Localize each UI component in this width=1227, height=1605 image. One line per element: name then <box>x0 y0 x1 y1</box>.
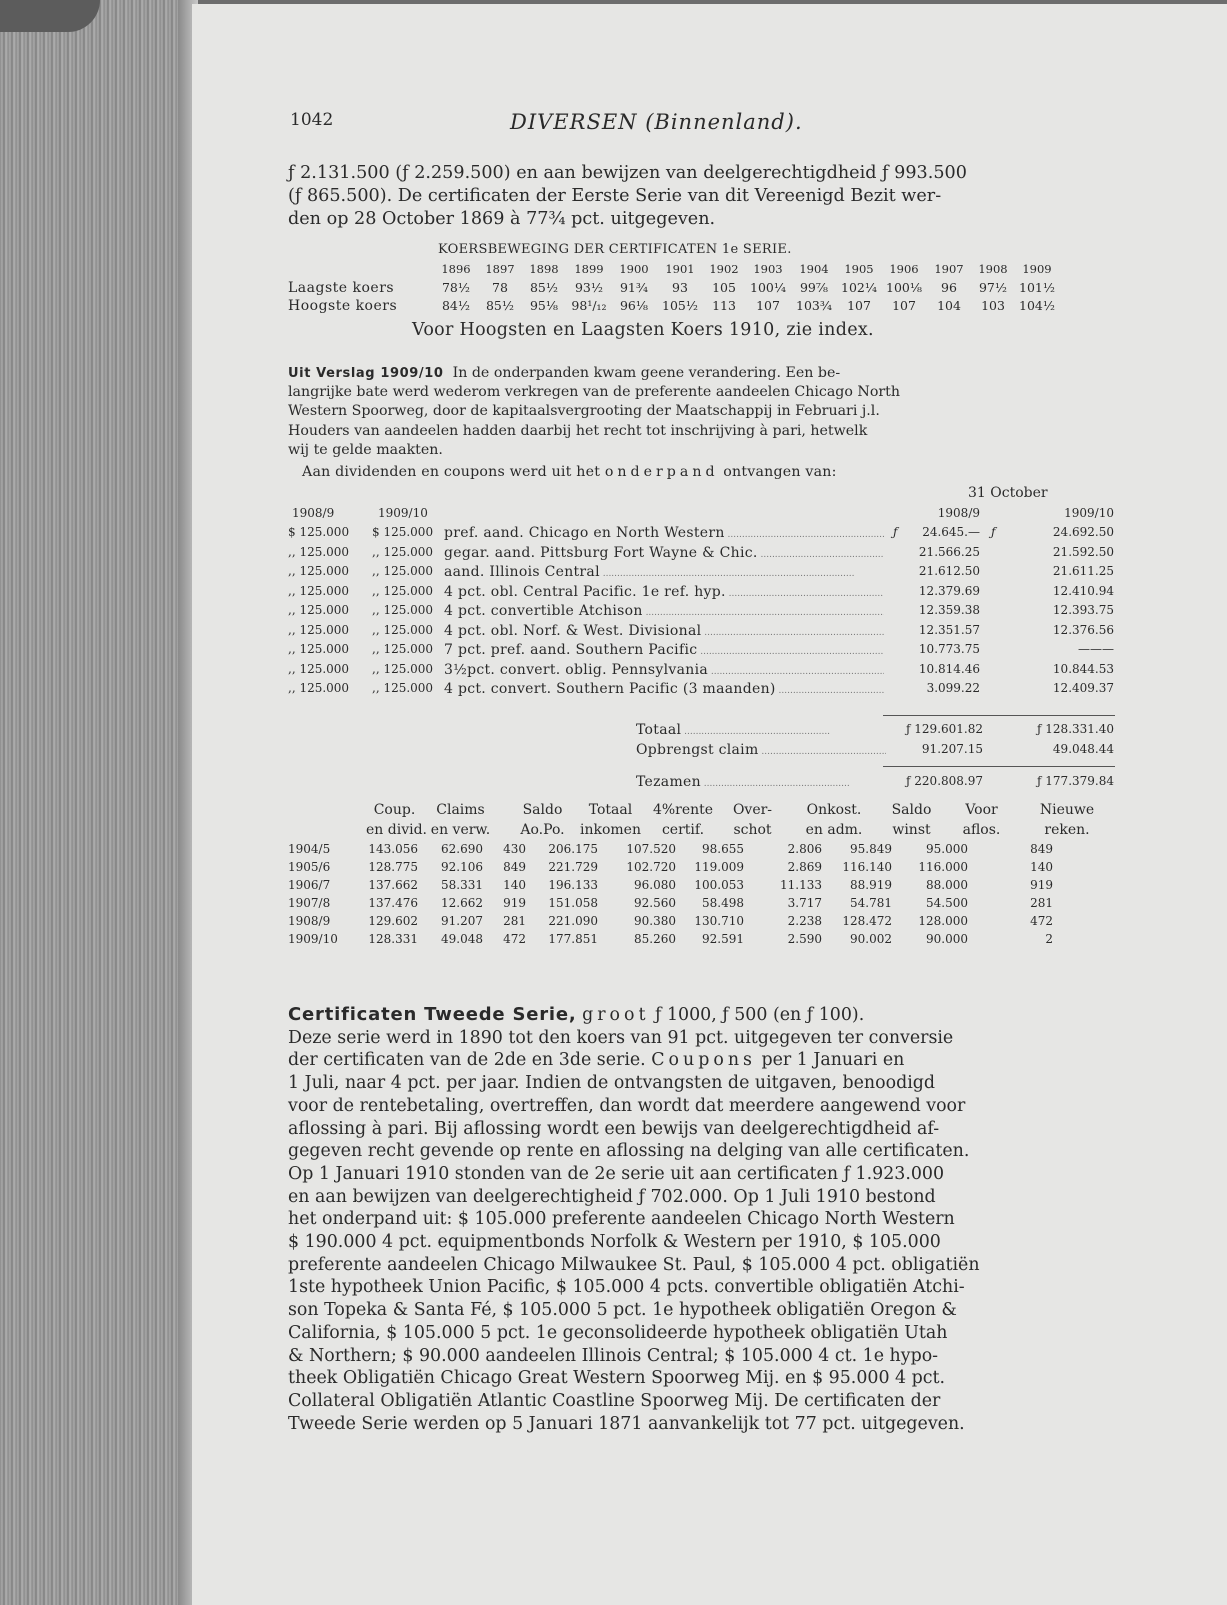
security-description: gegar. aand. Pittsburg Fort Wayne & Chic. ..... <box>444 545 884 561</box>
column-header: en adm. <box>805 822 863 838</box>
amount-1908: 10.814.46 <box>918 661 980 676</box>
nominal-1909: ,, 125.000 <box>372 544 434 559</box>
text-line: In de onderpanden kwam geene verandering. Een be- <box>452 365 841 381</box>
amount-1908: 12.379.69 <box>918 583 980 598</box>
table-row <box>288 662 1118 682</box>
koers-value: 93½ <box>574 280 604 295</box>
column-header: Saldo <box>891 802 932 818</box>
stat-value: 92.591 <box>702 932 744 946</box>
koers-value: 107 <box>756 298 780 313</box>
stat-value: 95.000 <box>926 842 968 856</box>
year-header: 1897 <box>485 262 515 276</box>
column-header: en divid. <box>366 822 427 838</box>
table-row <box>288 525 1118 545</box>
column-header: Saldo <box>522 802 563 818</box>
book-page <box>192 4 1227 1605</box>
column-header: inkomen <box>580 822 641 838</box>
totaal-row <box>288 722 1118 742</box>
stat-value: 129.602 <box>368 914 418 928</box>
table-row <box>288 878 1118 896</box>
column-header: en verw. <box>430 822 491 838</box>
table-row <box>288 584 1118 604</box>
year-header: 1898 <box>529 262 559 276</box>
text-line: en aan bewijzen van deelgerechtigheid ƒ 702.000. Op 1 Juli 1910 bestond <box>288 1186 936 1207</box>
column-header: Nieuwe <box>1039 802 1095 818</box>
year-header: 1900 <box>619 262 649 276</box>
amount-1908: 12.359.38 <box>918 603 980 617</box>
year-label: 1907/8 <box>288 896 331 910</box>
year-header: 1907 <box>934 262 964 276</box>
text-line: langrijke bate werd wederom verkregen van de preferente aandeelen Chicago North <box>288 384 900 401</box>
table-row <box>288 623 1118 643</box>
nominal-1908: ,, 125.000 <box>288 681 350 695</box>
stat-value: 95.849 <box>850 842 892 856</box>
stat-value: 472 <box>1030 914 1053 928</box>
koers-value: 104½ <box>1019 298 1055 313</box>
koers-value: 102¼ <box>841 280 877 295</box>
stat-value: 177.851 <box>548 932 598 946</box>
stat-value: 54.781 <box>850 896 892 910</box>
stat-value: 54.500 <box>926 896 968 910</box>
text-line: het onderpand uit: $ 105.000 preferente aandeelen Chicago North Western <box>288 1209 955 1230</box>
amount-1909: ——— <box>1078 642 1114 656</box>
year-header: 1905 <box>844 262 874 276</box>
security-description: 3½pct. convert. oblig. Pennsylvania ..... <box>444 662 884 678</box>
text-line: Western Spoorweg, door de kapitaalsvergrooting der Maatschappij in Februari j.l. <box>288 403 880 420</box>
year-header: 1908 <box>978 262 1008 276</box>
year-header: 1901 <box>665 262 695 276</box>
security-description: pref. aand. Chicago en North Western ..... <box>444 525 884 541</box>
koers-value: 107 <box>847 298 871 313</box>
nominal-1909: ,, 125.000 <box>372 583 434 598</box>
claim-row <box>288 742 1118 762</box>
verslag-label: Uit Verslag 1909/10 <box>288 366 444 381</box>
amount-1909: 12.376.56 <box>1052 622 1114 637</box>
nominal-1909: ,, 125.000 <box>372 564 434 578</box>
stat-value: 151.058 <box>548 896 598 910</box>
stat-value: 221.090 <box>548 914 598 928</box>
koers-value: 105 <box>712 280 736 295</box>
text-line: theek Obligatiën Chicago Great Western Spoorweg Mij. en $ 95.000 4 pct. <box>288 1368 946 1389</box>
stat-value: 119.009 <box>694 860 744 874</box>
row-label: Tezamen ..... <box>636 774 886 790</box>
text-line: $ 190.000 4 pct. equipmentbonds Norfolk & Western per 1910, $ 105.000 <box>288 1232 941 1253</box>
text-line: son Topeka & Santa Fé, $ 105.000 5 pct. 1e hypotheek obligatiën Oregon & <box>288 1300 957 1321</box>
text-line: preferente aandeelen Chicago Milwaukee St. Paul, $ 105.000 4 pct. obligatiën <box>288 1254 980 1275</box>
amount: ƒ 220.808.97 <box>906 774 983 788</box>
nominal-1909: ,, 125.000 <box>372 603 434 617</box>
year-header: 1896 <box>441 262 471 276</box>
text-fragment: Aan dividenden en coupons werd uit het <box>302 464 601 480</box>
stat-value: 137.476 <box>368 896 418 910</box>
row-label: Totaal ..... <box>636 722 886 738</box>
column-header: winst <box>892 822 931 838</box>
stat-value: 96.080 <box>634 878 676 892</box>
amount: ƒ 128.331.40 <box>1037 722 1114 736</box>
stat-value: 90.380 <box>634 914 676 928</box>
amount: ƒ 129.601.82 <box>906 722 983 736</box>
text-line: gegeven recht gevende op rente en aflossing na delging van alle certificaten. <box>288 1141 970 1162</box>
stat-value: 281 <box>1030 896 1053 910</box>
nominal-1908: ,, 125.000 <box>288 544 350 559</box>
amount: 91.207.15 <box>921 742 983 756</box>
tweede-serie-heading: Certificaten Tweede Serie, <box>288 1004 577 1025</box>
stat-value: 221.729 <box>548 860 598 874</box>
column-header: 1909/10 <box>1064 506 1114 520</box>
column-header: Totaal <box>588 802 633 818</box>
text-line: Houders van aandeelen hadden daarbij het recht tot inschrijving à pari, hetwelk <box>288 422 868 439</box>
table-header-row <box>288 506 1118 526</box>
security-description: aand. Illinois Central ..... <box>444 564 884 580</box>
nominal-1908: ,, 125.000 <box>288 622 350 637</box>
spaced-emphasis: onderpand <box>604 464 719 480</box>
year-label: 1908/9 <box>288 914 331 928</box>
nominal-1908: ,, 125.000 <box>288 583 350 598</box>
text-line: ƒ 2.131.500 (ƒ 2.259.500) en aan bewijzen van deelgerechtigdheid ƒ 993.500 <box>288 163 967 183</box>
nominal-1909: ,, 125.000 <box>372 661 434 676</box>
running-head <box>288 108 1118 138</box>
tweede-serie-paragraph <box>288 1004 1113 1435</box>
text-line: den op 28 October 1869 à 77¾ pct. uitgegeven. <box>288 209 716 229</box>
text-fragment: ontvangen van: <box>723 464 837 480</box>
column-header: 1908/9 <box>292 506 335 520</box>
amount-1908: 21.612.50 <box>918 564 980 578</box>
amount-1908: 10.773.75 <box>918 642 980 656</box>
table-row <box>288 932 1118 950</box>
amount-1909: 12.409.37 <box>1052 681 1114 695</box>
column-header: 1908/9 <box>937 506 980 520</box>
nominal-1909: $ 125.000 <box>372 525 434 539</box>
year-header: 1906 <box>889 262 919 276</box>
table-row <box>288 681 1118 701</box>
year-header: 1909 <box>1022 262 1052 276</box>
koers-value: 85½ <box>485 298 515 313</box>
stat-value: 849 <box>503 860 526 874</box>
stat-value: 196.133 <box>548 878 598 892</box>
text-line: 1 Juli, naar 4 pct. per jaar. Indien de ontvangsten de uitgaven, benoodigd <box>288 1073 936 1094</box>
text-line: voor de rentebetaling, overtreffen, dan wordt dat meerdere aangewend voor <box>288 1095 966 1116</box>
text-line: wij te gelde maakten. <box>288 441 443 458</box>
dividenden-intro <box>302 464 837 480</box>
text-line: (ƒ 865.500). De certificaten der Eerste Serie van dit Vereenigd Bezit wer- <box>288 186 942 206</box>
stat-value: 472 <box>503 932 526 946</box>
year-header: 1899 <box>574 262 604 276</box>
stat-value: 91.207 <box>441 914 483 928</box>
nominal-1908: ,, 125.000 <box>288 603 350 617</box>
table-row <box>288 842 1118 860</box>
stat-value: 88.919 <box>850 878 892 892</box>
text-line: Collateral Obligatiën Atlantic Coastline Spoorweg Mij. De certificaten der <box>288 1390 941 1411</box>
koers-note: Voor Hoogsten en Laagsten Koers 1910, zie index. <box>412 320 874 340</box>
year-header: 1902 <box>709 262 739 276</box>
column-header: Onkost. <box>806 802 862 818</box>
stat-value: 140 <box>503 878 526 892</box>
florin-sign: ƒ <box>991 525 996 539</box>
stat-value: 100.053 <box>694 878 744 892</box>
column-header: reken. <box>1044 822 1090 838</box>
stat-value: 128.331 <box>368 932 418 946</box>
koers-value: 107 <box>892 298 916 313</box>
koers-value: 113 <box>712 298 736 313</box>
year-label: 1904/5 <box>288 842 331 856</box>
column-header: 1909/10 <box>378 506 428 520</box>
stat-value: 2 <box>1045 932 1053 946</box>
text-line: Op 1 Januari 1910 stonden van de 2e serie uit aan certificaten ƒ 1.923.000 <box>288 1163 945 1184</box>
total-rule <box>883 766 1115 767</box>
amount-1908: 3.099.22 <box>926 681 980 695</box>
stat-value: 140 <box>1030 860 1053 874</box>
period-label: 31 October <box>968 485 1048 501</box>
row-label: Opbrengst claim ..... <box>636 742 886 758</box>
koers-table-title: KOERSBEWEGING DER CERTIFICATEN 1e SERIE. <box>438 242 792 257</box>
amount-1909: 10.844.53 <box>1052 661 1114 676</box>
koers-value: 91¾ <box>619 280 649 295</box>
stat-value: 92.560 <box>634 896 676 910</box>
nominal-1909: ,, 125.000 <box>372 642 434 656</box>
section-title: DIVERSEN (Binnenland). <box>510 110 803 134</box>
koers-value: 96⅛ <box>619 298 649 313</box>
nominal-1909: ,, 125.000 <box>372 622 434 637</box>
stats-header-row <box>288 822 1118 842</box>
koers-value: 103¾ <box>796 298 832 313</box>
book-page-edges <box>0 0 190 1605</box>
stat-value: 58.331 <box>441 878 483 892</box>
stat-value: 849 <box>1030 842 1053 856</box>
stat-value: 919 <box>503 896 526 910</box>
table-row <box>288 642 1118 662</box>
column-header: Coup. <box>373 802 416 818</box>
text-fragment: ƒ 1000, ƒ 500 (en ƒ 100). <box>655 1005 865 1025</box>
stat-value: 116.140 <box>842 860 892 874</box>
amount-1908: 21.566.25 <box>918 544 980 559</box>
column-header: Over- <box>732 802 773 818</box>
koers-value: 104 <box>937 298 961 313</box>
security-description: 4 pct. obl. Norf. & West. Divisional ..... <box>444 623 884 639</box>
text-fragment: per 1 Januari en <box>761 1050 905 1071</box>
stat-value: 49.048 <box>441 932 483 946</box>
column-header: schot <box>733 822 772 838</box>
stats-header-row <box>288 802 1118 822</box>
column-header: certif. <box>661 822 705 838</box>
stat-value: 98.655 <box>702 842 744 856</box>
stat-value: 430 <box>503 842 526 856</box>
stat-value: 90.000 <box>926 932 968 946</box>
koers-value: 100⅛ <box>886 280 922 295</box>
nominal-1908: $ 125.000 <box>288 525 350 539</box>
stat-value: 58.498 <box>702 896 744 910</box>
koers-value: 99⅞ <box>799 280 829 295</box>
column-header: Ao.Po. <box>520 822 565 838</box>
koers-value: 78½ <box>441 280 471 295</box>
amount: ƒ 177.379.84 <box>1037 774 1114 788</box>
year-label: 1905/6 <box>288 860 331 874</box>
spaced-emphasis: Coupons <box>651 1050 756 1071</box>
stat-value: 85.260 <box>634 932 676 946</box>
stat-value: 281 <box>503 914 526 928</box>
year-header: 1904 <box>799 262 829 276</box>
column-header: Voor <box>965 802 998 818</box>
amount-1909: 24.692.50 <box>1052 525 1114 539</box>
text-fragment: der certificaten van de 2de en 3de serie. <box>288 1050 646 1071</box>
text-line: Deze serie werd in 1890 tot den koers van 91 pct. uitgegeven ter conversie <box>288 1027 954 1048</box>
text-line: Tweede Serie werden op 5 Januari 1871 aanvankelijk tot 77 pct. uitgegeven. <box>288 1413 965 1434</box>
text-line: aflossing à pari. Bij aflossing wordt een bewijs van deelgerechtigdheid af- <box>288 1118 940 1139</box>
stat-value: 206.175 <box>548 842 598 856</box>
column-header: Claims <box>436 802 485 818</box>
stat-value: 2.806 <box>787 842 822 856</box>
stat-value: 143.056 <box>368 842 418 856</box>
stat-value: 62.690 <box>441 842 483 856</box>
stat-value: 12.662 <box>441 896 483 910</box>
koers-value: 103 <box>981 298 1005 313</box>
amount-1908: 12.351.57 <box>918 622 980 637</box>
row-label: Hoogste koers <box>288 298 398 314</box>
total-rule <box>883 715 1115 716</box>
security-description: 4 pct. obl. Central Pacific. 1e ref. hyp. ..... <box>444 584 884 600</box>
year-label: 1906/7 <box>288 878 331 892</box>
security-description: 4 pct. convert. Southern Pacific (3 maanden) ..... <box>444 681 884 697</box>
amount-1909: 21.592.50 <box>1052 544 1114 559</box>
column-header: aflos. <box>962 822 1001 838</box>
stat-value: 2.590 <box>787 932 822 946</box>
security-description: 4 pct. convertible Atchison ..... <box>444 603 884 619</box>
amount-1909: 12.410.94 <box>1052 583 1114 598</box>
security-description: 7 pct. pref. aand. Southern Pacific ..... <box>444 642 884 658</box>
koers-value: 93 <box>672 280 688 295</box>
intro-paragraph <box>288 162 1113 231</box>
koers-value: 96 <box>941 280 957 295</box>
stat-value: 90.002 <box>850 932 892 946</box>
stat-value: 919 <box>1030 878 1053 892</box>
stat-value: 2.238 <box>787 914 822 928</box>
stat-value: 128.472 <box>842 914 892 928</box>
stat-value: 130.710 <box>694 914 744 928</box>
spaced-emphasis: groot <box>582 1005 650 1025</box>
year-label: 1909/10 <box>288 932 338 946</box>
nominal-1908: ,, 125.000 <box>288 564 350 578</box>
amount-1908: 24.645.— <box>922 525 980 539</box>
koers-value: 84½ <box>441 298 471 313</box>
table-row <box>288 914 1118 932</box>
table-row <box>288 860 1118 878</box>
stat-value: 116.000 <box>918 860 968 874</box>
stat-value: 107.520 <box>626 842 676 856</box>
amount-1909: 12.393.75 <box>1052 603 1114 617</box>
amount: 49.048.44 <box>1052 742 1114 756</box>
koers-value: 98¹/₁₂ <box>571 298 607 313</box>
stat-value: 128.775 <box>368 860 418 874</box>
page-number: 1042 <box>290 110 334 130</box>
stat-value: 92.106 <box>441 860 483 874</box>
stat-value: 3.717 <box>787 896 822 910</box>
stat-value: 102.720 <box>626 860 676 874</box>
table-row <box>288 564 1118 584</box>
koers-value: 97½ <box>978 280 1008 295</box>
koers-value: 101½ <box>1019 280 1055 295</box>
verslag-paragraph <box>288 364 1113 460</box>
nominal-1909: ,, 125.000 <box>372 681 434 695</box>
amount-1909: 21.611.25 <box>1052 564 1114 578</box>
stat-value: 137.662 <box>368 878 418 892</box>
table-row <box>288 545 1118 565</box>
koers-value: 100¼ <box>750 280 786 295</box>
stat-value: 88.000 <box>926 878 968 892</box>
table-row <box>288 603 1118 623</box>
row-label: Laagste koers <box>288 280 395 296</box>
stat-value: 128.000 <box>918 914 968 928</box>
text-line: 1ste hypotheek Union Pacific, $ 105.000 4 pcts. convertible obligatiën Atchi- <box>288 1277 965 1298</box>
koers-value: 85½ <box>529 280 559 295</box>
text-line: & Northern; $ 90.000 aandeelen Illinois Central; $ 105.000 4 ct. 1e hypo- <box>288 1345 939 1366</box>
nominal-1908: ,, 125.000 <box>288 661 350 676</box>
text-line: California, $ 105.000 5 pct. 1e geconsolideerde hypotheek obligatiën Utah <box>288 1322 948 1343</box>
nominal-1908: ,, 125.000 <box>288 642 350 656</box>
koers-value: 105½ <box>662 298 698 313</box>
koers-value: 95⅛ <box>529 298 559 313</box>
florin-sign: ƒ <box>893 525 898 539</box>
tezamen-row <box>288 774 1118 794</box>
year-header: 1903 <box>753 262 783 276</box>
column-header: 4%rente <box>652 802 714 818</box>
koers-value: 78 <box>492 280 508 295</box>
stat-value: 11.133 <box>780 878 822 892</box>
table-row <box>288 896 1118 914</box>
stat-value: 2.869 <box>787 860 822 874</box>
